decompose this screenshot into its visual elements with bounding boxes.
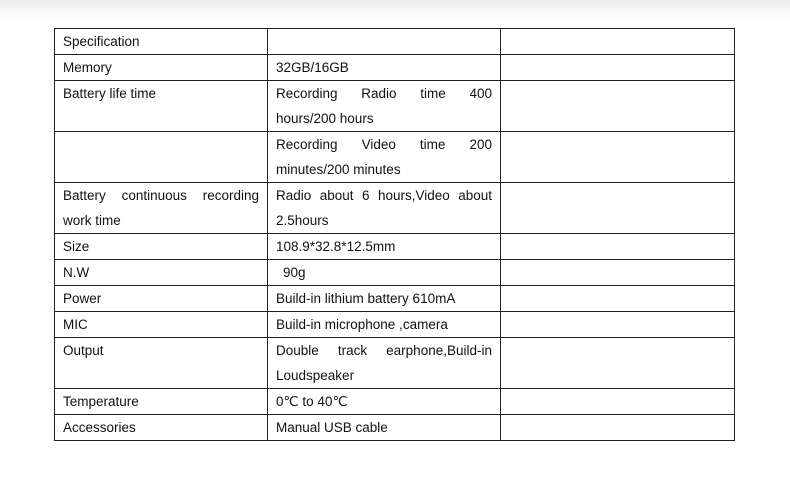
table-row-accessories: [55, 415, 735, 441]
top-shadow-band: [0, 0, 790, 22]
spec-value: Manual USB cable: [268, 415, 501, 441]
table-row-power: [55, 286, 735, 312]
table-row-size: [55, 234, 735, 260]
spec-label: [55, 132, 268, 183]
spec-extra: [501, 55, 735, 81]
spec-extra: [501, 312, 735, 338]
spec-extra: [501, 415, 735, 441]
spec-extra: [501, 260, 735, 286]
spec-value: Double track earphone,Build-in Loudspeaker: [268, 338, 501, 389]
specification-table: [54, 28, 735, 441]
spec-extra: [501, 338, 735, 389]
spec-label: Memory: [55, 55, 268, 81]
spec-extra: [501, 389, 735, 415]
spec-value: 108.9*32.8*12.5mm: [268, 234, 501, 260]
table-row-mic: [55, 312, 735, 338]
spec-label: Power: [55, 286, 268, 312]
spec-label: Battery life time: [55, 81, 268, 132]
table-row-specification: [55, 29, 735, 55]
table-row-output: [55, 338, 735, 389]
table-row-temperature: [55, 389, 735, 415]
spec-extra: [501, 81, 735, 132]
spec-value: Radio about 6 hours,Video about 2.5hours: [268, 183, 501, 234]
spec-extra: [501, 183, 735, 234]
spec-label: Temperature: [55, 389, 268, 415]
spec-label: Specification: [55, 29, 268, 55]
spec-label: Battery continuous recording work time: [55, 183, 268, 234]
table-row-battery-continuous: [55, 183, 735, 234]
spec-value: Build-in lithium battery 610mA: [268, 286, 501, 312]
spec-label: N.W: [55, 260, 268, 286]
table-row-battery-life-video: [55, 132, 735, 183]
spec-value: Recording Video time 200 minutes/200 minutes: [268, 132, 501, 183]
spec-value: 90g: [268, 260, 501, 286]
spec-value: 0℃ to 40℃: [268, 389, 501, 415]
table-row-memory: [55, 55, 735, 81]
spec-value: 32GB/16GB: [268, 55, 501, 81]
spec-extra: [501, 29, 735, 55]
spec-value: Recording Radio time 400 hours/200 hours: [268, 81, 501, 132]
spec-value: [268, 29, 501, 55]
table-row-battery-life-radio: [55, 81, 735, 132]
spec-extra: [501, 234, 735, 260]
spec-label: Size: [55, 234, 268, 260]
spec-label: Accessories: [55, 415, 268, 441]
spec-extra: [501, 286, 735, 312]
spec-extra: [501, 132, 735, 183]
spec-label: MIC: [55, 312, 268, 338]
table-row-net-weight: [55, 260, 735, 286]
spec-label: Output: [55, 338, 268, 389]
spec-value: Build-in microphone ,camera: [268, 312, 501, 338]
